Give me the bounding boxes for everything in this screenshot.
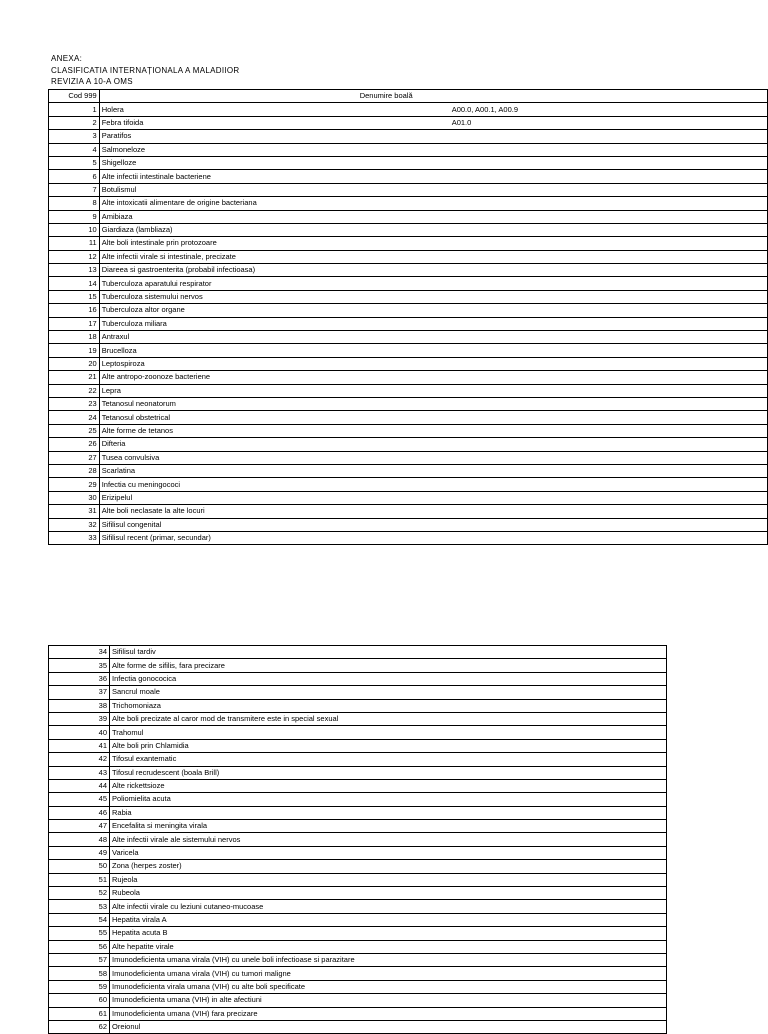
disease-code: 4	[49, 143, 100, 156]
disease-name-cell: Rabia	[110, 806, 667, 819]
disease-name-cell	[99, 250, 767, 263]
table-row	[49, 531, 768, 544]
disease-code: 58	[49, 967, 110, 980]
table-row	[49, 900, 667, 913]
disease-code: 47	[49, 820, 110, 833]
disease-code: 62	[49, 1020, 110, 1033]
disease-code: 16	[49, 304, 100, 317]
table-row	[49, 411, 768, 424]
disease-code: 27	[49, 451, 100, 464]
disease-name-cell	[99, 371, 767, 384]
disease-code: 9	[49, 210, 100, 223]
disease-code: 46	[49, 806, 110, 819]
table-row	[49, 1020, 667, 1033]
disease-name-cell	[99, 357, 767, 370]
table-row	[49, 331, 768, 344]
disease-name: Paratifos	[101, 131, 132, 141]
table-row	[49, 672, 667, 685]
table-row	[49, 699, 667, 712]
table-row	[49, 820, 667, 833]
table-row	[49, 686, 667, 699]
disease-name-cell: Tifosul recrudescent (boala Brill)	[110, 766, 667, 779]
disease-name-cell	[99, 116, 767, 129]
disease-code: 11	[49, 237, 100, 250]
disease-name: Amibiaza	[101, 211, 133, 221]
disease-name-cell	[99, 143, 767, 156]
disease-name-cell: Alte hepatite virale	[110, 940, 667, 953]
table-row	[49, 424, 768, 437]
table-row	[49, 304, 768, 317]
disease-table-page-2	[48, 645, 667, 1034]
table-row	[49, 357, 768, 370]
disease-code: 29	[49, 478, 100, 491]
disease-name: Tuberculoza altor organe	[101, 305, 185, 315]
table-header-row	[49, 90, 768, 103]
table-row	[49, 344, 768, 357]
disease-name: Alte infectii intestinale bacteriene	[101, 171, 211, 181]
disease-name-cell	[99, 170, 767, 183]
disease-name: Leptospiroza	[101, 359, 145, 368]
disease-name-cell: Alte boli precizate al caror mod de transmitere este in special sexual	[110, 712, 667, 725]
disease-code: 21	[49, 371, 100, 384]
table-row	[49, 478, 768, 491]
disease-code: 56	[49, 940, 110, 953]
disease-code: 39	[49, 712, 110, 725]
table-row	[49, 913, 667, 926]
disease-name-cell	[99, 451, 767, 464]
table-row	[49, 451, 768, 464]
disease-name-cell	[99, 518, 767, 531]
table-row	[49, 116, 768, 129]
table-row	[49, 518, 768, 531]
disease-name: Tetanosul neonatorum	[101, 399, 176, 409]
disease-name: Salmoneloze	[101, 144, 146, 154]
disease-code: 38	[49, 699, 110, 712]
disease-name: Tusea convulsiva	[101, 452, 160, 462]
disease-name-cell	[99, 210, 767, 223]
disease-name-cell: Tifosul exantematic	[110, 753, 667, 766]
disease-name-cell: Varicela	[110, 846, 667, 859]
table-row	[49, 846, 667, 859]
table-row	[49, 277, 768, 290]
disease-code: 2	[49, 116, 100, 129]
disease-name-cell	[99, 438, 767, 451]
disease-code: 6	[49, 170, 100, 183]
disease-code: 55	[49, 927, 110, 940]
table-row	[49, 130, 768, 143]
table-row	[49, 464, 768, 477]
disease-name-cell: Sancrul moale	[110, 686, 667, 699]
disease-name: Alte antropo-zoonoze bacteriene	[101, 372, 211, 382]
disease-name-cell: Imunodeficienta umana (VIH) fara precizare	[110, 1007, 667, 1020]
table-row	[49, 143, 768, 156]
disease-code: 52	[49, 887, 110, 900]
table-row	[49, 739, 667, 752]
table-row	[49, 1007, 667, 1020]
table-row	[49, 980, 667, 993]
disease-name-cell: Hepatita acuta B	[110, 927, 667, 940]
table-row	[49, 927, 667, 940]
disease-name: Difteria	[101, 439, 126, 449]
disease-name-cell	[99, 331, 767, 344]
disease-name: Alte boli neclasate la alte locuri	[101, 506, 205, 516]
table-row	[49, 646, 667, 659]
disease-code: 24	[49, 411, 100, 424]
disease-name: Alte infectii virale si intestinale, precizate	[101, 251, 236, 261]
table-row	[49, 210, 768, 223]
disease-name-cell: Imunodeficienta umana virala (VIH) cu unele boli infectioase si parazitare	[110, 953, 667, 966]
disease-code: 10	[49, 223, 100, 236]
disease-code: 32	[49, 518, 100, 531]
disease-code: 28	[49, 464, 100, 477]
disease-name-cell: Imunodeficienta umana (VIH) in alte afectiuni	[110, 994, 667, 1007]
disease-code: 23	[49, 397, 100, 410]
disease-name-cell	[99, 197, 767, 210]
disease-code: 33	[49, 531, 100, 544]
disease-name-cell: Imunodeficienta virala umana (VIH) cu alte boli specificate	[110, 980, 667, 993]
disease-name-cell: Rubeola	[110, 887, 667, 900]
disease-code: 60	[49, 994, 110, 1007]
disease-name-cell	[99, 103, 767, 116]
disease-name-cell: Alte rickettsioze	[110, 779, 667, 792]
disease-name-cell	[99, 317, 767, 330]
table-row	[49, 264, 768, 277]
table-row	[49, 953, 667, 966]
disease-code: 17	[49, 317, 100, 330]
table-row	[49, 753, 667, 766]
document-header	[51, 53, 240, 88]
disease-code: 14	[49, 277, 100, 290]
disease-name: Holera	[101, 104, 124, 114]
disease-code: 8	[49, 197, 100, 210]
disease-name-cell	[99, 464, 767, 477]
disease-name: Diareea si gastroenterita (probabil infectioasa)	[101, 265, 256, 275]
disease-code: 45	[49, 793, 110, 806]
disease-name: Alte intoxicatii alimentare de origine bacteriana	[101, 198, 257, 208]
disease-name-cell: Rujeola	[110, 873, 667, 886]
table-row	[49, 940, 667, 953]
disease-code: 7	[49, 183, 100, 196]
disease-name: Scarlatina	[101, 466, 136, 476]
classification-title: CLASIFICATIA INTERNAȚIONALA A MALADIIOR	[51, 65, 240, 75]
disease-name: Shigelloze	[101, 158, 137, 168]
code-column-header: Cod 999	[49, 90, 100, 103]
annex-label: ANEXA:	[51, 54, 83, 63]
disease-code: 61	[49, 1007, 110, 1020]
table-row	[49, 873, 667, 886]
disease-name-cell	[99, 411, 767, 424]
disease-code: 25	[49, 424, 100, 437]
disease-code: 53	[49, 900, 110, 913]
disease-code: 22	[49, 384, 100, 397]
table-row	[49, 384, 768, 397]
table-row	[49, 505, 768, 518]
disease-name: Brucelloza	[101, 345, 137, 355]
disease-code: 50	[49, 860, 110, 873]
disease-name-cell: Poliomielita acuta	[110, 793, 667, 806]
disease-code: 51	[49, 873, 110, 886]
disease-code: 18	[49, 331, 100, 344]
table-row	[49, 766, 667, 779]
disease-name: Sifilisul congenital	[101, 519, 162, 529]
disease-name-cell: Alte forme de sifilis, fara precizare	[110, 659, 667, 672]
disease-name-cell	[99, 237, 767, 250]
table-row	[49, 156, 768, 169]
disease-code: 3	[49, 130, 100, 143]
table-row	[49, 793, 667, 806]
table-row	[49, 967, 667, 980]
disease-name-cell	[99, 505, 767, 518]
table-row	[49, 237, 768, 250]
disease-name-cell: Trichomoniaza	[110, 699, 667, 712]
table-row	[49, 103, 768, 116]
disease-name: Tuberculoza sistemului nervos	[101, 292, 203, 302]
disease-code: 12	[49, 250, 100, 263]
disease-name-cell: Trahomul	[110, 726, 667, 739]
icd-codes: A01.0	[451, 117, 472, 127]
disease-name: Tuberculoza aparatului respirator	[101, 278, 212, 288]
disease-name-cell	[99, 156, 767, 169]
disease-name: Alte forme de tetanos	[101, 425, 173, 435]
disease-code: 44	[49, 779, 110, 792]
table-row	[49, 491, 768, 504]
disease-code: 37	[49, 686, 110, 699]
disease-code: 54	[49, 913, 110, 926]
disease-code: 35	[49, 659, 110, 672]
table-row	[49, 397, 768, 410]
disease-code: 36	[49, 672, 110, 685]
disease-code: 59	[49, 980, 110, 993]
disease-name-cell	[99, 397, 767, 410]
disease-name-cell	[99, 130, 767, 143]
table-row	[49, 438, 768, 451]
disease-name-cell: Imunodeficienta umana virala (VIH) cu tumori maligne	[110, 967, 667, 980]
disease-code: 57	[49, 953, 110, 966]
disease-code: 49	[49, 846, 110, 859]
disease-name: Tetanosul obstetrical	[101, 412, 171, 422]
disease-name: Antraxul	[101, 332, 130, 342]
disease-code: 43	[49, 766, 110, 779]
disease-code: 13	[49, 264, 100, 277]
table-row	[49, 659, 667, 672]
disease-name-cell: Sifilisul tardiv	[110, 646, 667, 659]
disease-name-cell	[99, 424, 767, 437]
disease-name-cell: Alte infectii virale ale sistemului nervos	[110, 833, 667, 846]
table-row	[49, 994, 667, 1007]
disease-name-cell	[99, 290, 767, 303]
table-row	[49, 726, 667, 739]
disease-code: 42	[49, 753, 110, 766]
disease-name-cell: Zona (herpes zoster)	[110, 860, 667, 873]
disease-name-cell: Infectia gonococica	[110, 672, 667, 685]
disease-code: 15	[49, 290, 100, 303]
disease-name-cell	[99, 384, 767, 397]
disease-name-cell	[99, 264, 767, 277]
revision-label: REVIZIA A 10-A OMS	[51, 77, 133, 86]
disease-name-cell	[99, 478, 767, 491]
disease-code: 41	[49, 739, 110, 752]
table-row	[49, 779, 667, 792]
disease-name: Febra tifoida	[101, 117, 144, 127]
table-row	[49, 223, 768, 236]
disease-code: 26	[49, 438, 100, 451]
disease-code: 5	[49, 156, 100, 169]
disease-name: Alte boli intestinale prin protozoare	[101, 238, 217, 248]
table-row	[49, 170, 768, 183]
disease-name: Tuberculoza miliara	[101, 318, 167, 328]
disease-name-cell	[99, 277, 767, 290]
table-row	[49, 290, 768, 303]
disease-name-cell: Alte boli prin Chlamidia	[110, 739, 667, 752]
table-row	[49, 887, 667, 900]
disease-code: 30	[49, 491, 100, 504]
disease-name-cell	[99, 304, 767, 317]
disease-code: 34	[49, 646, 110, 659]
disease-code: 48	[49, 833, 110, 846]
disease-code: 20	[49, 357, 100, 370]
disease-name: Infectia cu meningococi	[101, 479, 181, 489]
disease-name: Botulismul	[101, 184, 137, 194]
disease-table-page-1	[48, 89, 768, 545]
table-row	[49, 806, 667, 819]
disease-name-cell: Alte infectii virale cu leziuni cutaneo-mucoase	[110, 900, 667, 913]
table-row	[49, 197, 768, 210]
table-row	[49, 712, 667, 725]
disease-name-cell: Hepatita virala A	[110, 913, 667, 926]
disease-code: 40	[49, 726, 110, 739]
disease-name: Lepra	[101, 385, 121, 395]
disease-name-cell: Oreionul	[110, 1020, 667, 1033]
table-row	[49, 860, 667, 873]
icd-codes: A00.0, A00.1, A00.9	[451, 104, 518, 114]
disease-name-cell	[99, 183, 767, 196]
disease-name: Giardiaza (lambliaza)	[101, 225, 173, 235]
table-row	[49, 250, 768, 263]
table-row	[49, 183, 768, 196]
name-column-header: Denumire boală	[99, 90, 767, 103]
disease-name: Erizipelul	[101, 492, 133, 502]
table-row	[49, 833, 667, 846]
table-row	[49, 317, 768, 330]
disease-name: Sifilisul recent (primar, secundar)	[101, 533, 211, 543]
disease-name-cell	[99, 344, 767, 357]
table-row	[49, 371, 768, 384]
disease-code: 31	[49, 505, 100, 518]
disease-name-cell	[99, 491, 767, 504]
disease-code: 19	[49, 344, 100, 357]
disease-name-cell: Encefalita si meningita virala	[110, 820, 667, 833]
disease-name-cell	[99, 531, 767, 544]
disease-name-cell	[99, 223, 767, 236]
disease-code: 1	[49, 103, 100, 116]
